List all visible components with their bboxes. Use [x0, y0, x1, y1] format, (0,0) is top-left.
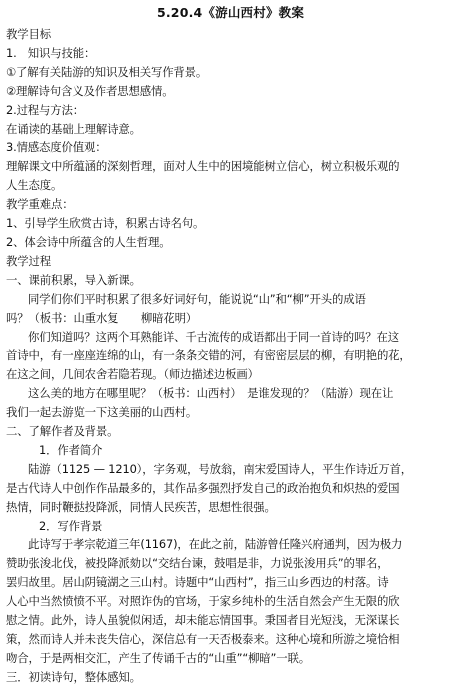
text-line: 人生态度。: [6, 178, 63, 193]
text-line: 这么美的地方在哪里呢？（板书：山西村） 是谁发现的？（陆游）现在让: [28, 386, 394, 401]
text-line: 赞助张浚北伐，被投降派劾以“交结台谏，鼓唱是非，力说张浚用兵”的罪名，: [6, 556, 389, 571]
text-line: 三．初读诗句，整体感知。: [6, 669, 141, 684]
text-line: 2．写作背景: [39, 518, 103, 533]
text-line: 你们知道吗？这两个耳熟能详、千古流传的成语都出于同一首诗的吗？在这: [28, 329, 399, 344]
text-line: 同学们你们平时积累了很多好词好句，能说说“山”和“柳”开头的成语: [28, 291, 366, 306]
text-line: 策，然而诗人并未丧失信心，深信总有一天否极泰来。这种心境和所游之境恰相: [6, 632, 400, 646]
document-title: 5.20.4《游山西村》教案: [156, 5, 305, 20]
text-line: 此诗写于孝宗乾道三年(1167)，在此之前，陆游曾任隆兴府通判，因为极力: [28, 537, 403, 552]
document-body: [6, 25, 455, 687]
text-line: 人心中当然愤愤不平。对照诈伪的官场，于家乡纯朴的生活自然会产生无限的欣: [6, 594, 400, 609]
text-line: 理解课文中所蕴涵的深刻哲理，面对人生中的困境能树立信心，树立积极乐观的: [6, 159, 400, 174]
text-line: 3.情感态度价值观：: [6, 140, 107, 155]
text-line: 我们一起去游览一下这美丽的山西村。: [6, 405, 198, 420]
text-line: 教学过程: [6, 253, 51, 268]
text-line: 首诗中，有一座座连绵的山，有一条条交错的河，有密密层层的柳，有明艳的花，: [6, 348, 411, 363]
text-line: 罢归故里。居山阴镜湖之三山村。诗题中“山西村”，指三山乡西边的村落。诗: [6, 575, 389, 590]
text-line: 1、引导学生欣赏古诗，积累古诗名句。: [6, 216, 205, 231]
text-line: 一、课前积累，导入新课。: [6, 272, 141, 287]
text-line: 热情，同时鞭挞投降派，同情人民疾苦，思想性很强。: [6, 499, 276, 514]
text-line: 2、体会诗中所蕴含的人生哲理。: [6, 234, 171, 249]
text-line: 在这之间，几间农舍若隐若现。（师边描述边板画）: [6, 367, 259, 382]
text-line: 在诵读的基础上理解诗意。: [6, 121, 141, 136]
text-line: 吻合，于是两相交汇，产生了传诵千古的“山重”“柳暗”一联。: [6, 650, 311, 665]
text-line: 1．作者简介: [39, 442, 103, 457]
text-line: 2.过程与方法：: [6, 102, 85, 117]
text-line: 教学目标: [6, 27, 51, 41]
text-line: 二、了解作者及背景。: [6, 424, 119, 439]
text-line: 吗？（板书：山重水复 柳暗花明）: [6, 310, 198, 325]
text-line: 陆游（1125 — 1210），字务观，号放翁，南宋爱国诗人，平生作诗近万首，: [28, 461, 412, 476]
text-line: 是古代诗人中创作作品最多的，其作品多强烈抒发自己的政治抱负和炽热的爱国: [6, 480, 400, 495]
text-line: 教学重难点：: [6, 197, 74, 212]
text-line: 慰之情。此外，诗人虽貌似闲适，却未能忘情国事。秉国者目光短浅，无深谋长: [6, 613, 400, 628]
text-line: ①了解有关陆游的知识及相关写作背景。: [6, 64, 208, 79]
text-line: ②理解诗句含义及作者思想感情。: [6, 83, 174, 98]
text-line: 1. 知识与技能：: [6, 45, 96, 60]
